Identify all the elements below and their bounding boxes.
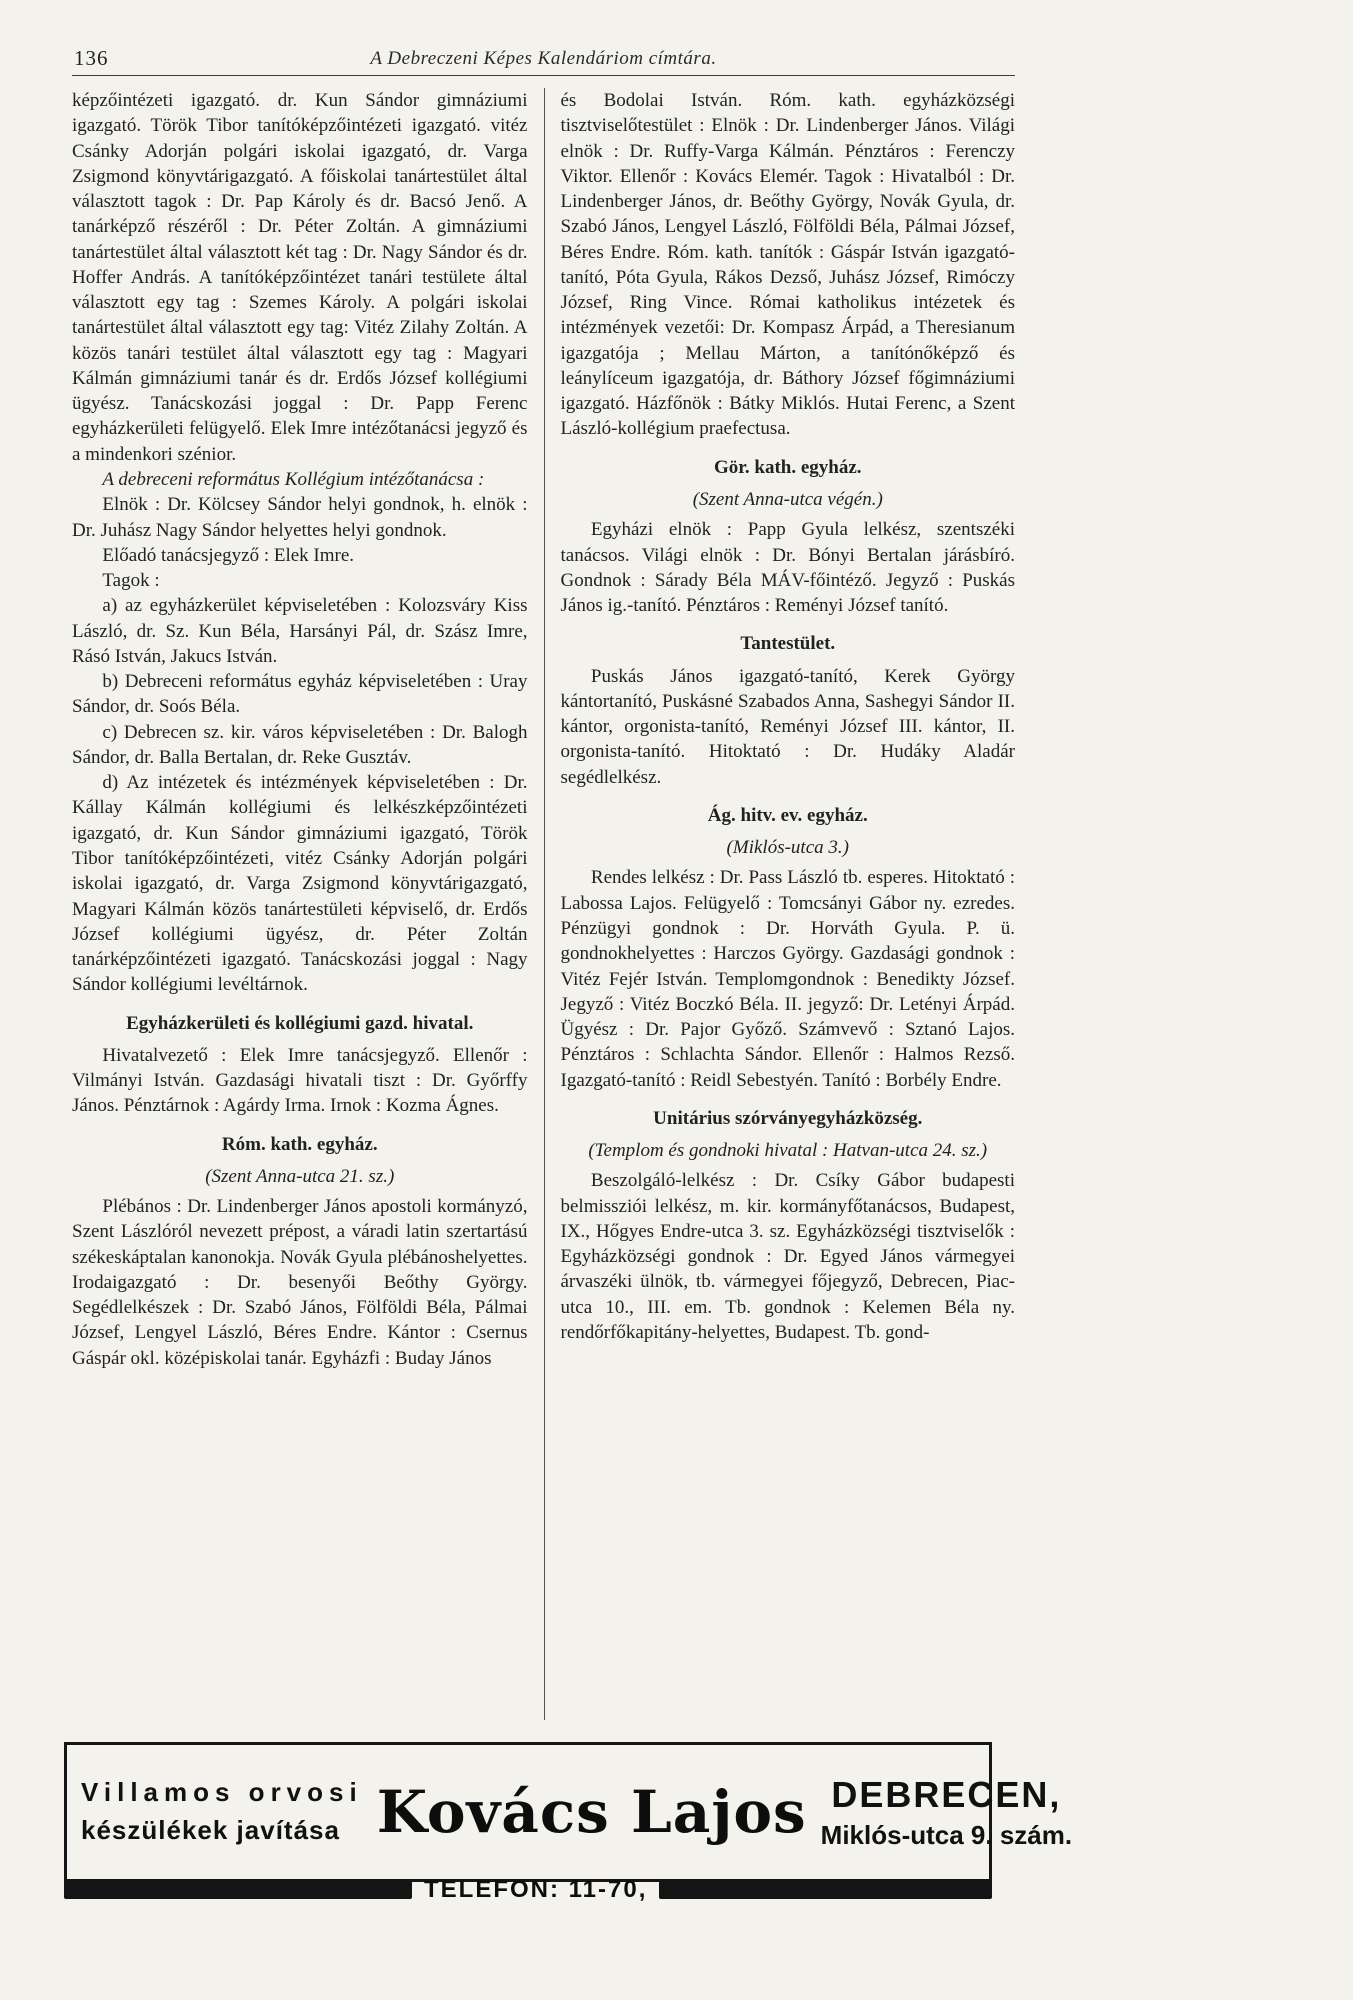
paragraph: Plébános : Dr. Lindenberger János apostoli kormányzó, Szent Lászlóról nevezett prépost, a váradi latin szertartású székeskáptalan kanonokja. Novák Gyula plébánoshelyettes. Irodaigazgató : Dr. besenyői Beőthy György. Segédlelkészek : Dr. Szabó János, Fölföldi Béla, Pálmai József, Lengyel László, Béres Endre. Kántor : Csernus Gáspár okl. középiskolai tanár. Egyházfi : Buday János: [72, 1196, 528, 1369]
paragraph: Tagok :: [102, 570, 160, 592]
section-subtitle: (Templom és gondnoki hivatal : Hatvan-utca 24. sz.): [588, 1140, 988, 1162]
paragraph: Puskás János igazgató-tanító, Kerek György kántortanító, Puskásné Szabados Anna, Sashegyi Sándor II. kántor, orgonista-tanító, Reményi József III. kántor, II. orgonista-tanító. Hitoktató : Dr. Hudáky Aladár segédlelkész.: [560, 665, 1015, 788]
ad-service-text: [81, 1774, 363, 1849]
paragraph: b) Debreceni református egyház képviseletében : Uray Sándor, dr. Soós Béla.: [72, 671, 528, 718]
running-title: A Debreczeni Képes Kalendáriom címtára.: [370, 48, 717, 69]
phone-rule-left: [64, 1881, 412, 1899]
paragraph: Beszolgáló-lelkész : Dr. Csíky Gábor budapesti belmissziói lelkész, m. kir. kormányfőtanácsos, Budapest, IX., Hőgyes Endre-utca 3. sz. Egyházközségi tisztviselők : Egyházközségi gondnok : Dr. Egyed János vármegyei árvaszéki ülnök, tb. vármegyei főjegyző, Debrecen, Piac-utca 10., III. em. Tb. gondnok : Kelemen Béla ny. rendőrfőkapitány-helyettes, Budapest. Tb. gond-: [560, 1170, 1015, 1343]
ad-service-line1: Villamos orvosi: [81, 1777, 363, 1808]
page-number: 136: [74, 46, 109, 70]
paragraph: képzőintézeti igazgató. dr. Kun Sándor gimnáziumi igazgató. Török Tibor tanítóképzőintézeti igazgató. vitéz Csánky Adorján polgári iskolai igazgató, dr. Varga Zsigmond könyvtárigazgató. A főiskolai tanártestület által választott tagok : Dr. Pap Károly és dr. Bacsó Jenő. A tanárképző részéről : Dr. Péter Zoltán. A gimnáziumi tanártestület által választott két tag : Dr. Nagy Sándor és dr. Hoffer András. A tanítóképzőintézet tanári testülete által választott egy tag : Szemes Károly. A polgári iskolai tanártestület által választott egy tag: Vitéz Zilahy Zoltán. A közös tanári testület által választott egy tag : Magyari Kálmán gimnáziumi tanár és dr. Erdős József kollégiumi ügyész. Tanácskozási joggal : Dr. Papp Ferenc egyházkerületi felügyelő. Elek Imre intézőtanácsi jegyző és a mindenkori szénior.: [72, 90, 528, 465]
left-column: [72, 88, 544, 1720]
advertisement-frame: [64, 1742, 1073, 1882]
right-column: [544, 88, 1016, 1720]
section-subtitle: (Miklós-utca 3.): [726, 837, 849, 859]
advertisement: [64, 1742, 1073, 1903]
ad-service-line2: készülékek javítása: [81, 1815, 340, 1845]
paragraph: A debreceni református Kollégium intézőtanácsa :: [102, 468, 485, 490]
paragraph: Rendes lelkész : Dr. Pass László tb. esperes. Hitoktató : Labossa Lajos. Felügyelő : Tomcsányi Gábor ny. ezredes. Pénzügyi gondnok : Dr. Horváth Gyula. P. ü. gondnokhelyettes : Harczos György. Gazdasági gondnok : Vitéz Fejér István. Templomgondnok : Benedikty József. Jegyző : Vitéz Boczkó Béla. II. jegyző: Dr. Letényi Árpád. Ügyész : Dr. Pajor Győző. Számvevő : Sztanó Lajos. Pénztáros : Schlachta Sándor. Ellenőr : Halmos Rezső. Igazgató-tanító : Reidl Sebestyén. Tanító : Borbély Endre.: [560, 867, 1015, 1091]
section-heading: Róm. kath. egyház.: [221, 1133, 378, 1155]
ad-phone-strip: [64, 1878, 992, 1902]
section-heading: Gör. kath. egyház.: [713, 456, 862, 478]
paragraph: Elnök : Dr. Kölcsey Sándor helyi gondnok, h. elnök : Dr. Juhász Nagy Sándor helyettes helyi gondnok.: [72, 494, 528, 541]
section-heading: Ág. hitv. ev. egyház.: [707, 804, 868, 826]
paragraph: Hivatalvezető : Elek Imre tanácsjegyző. Ellenőr : Vilmányi István. Gazdasági hivatali tiszt : Dr. Győrffy János. Pénztárnok : Agárdy Irma. Irnok : Kozma Ágnes.: [72, 1044, 528, 1117]
ad-address-block: [821, 1774, 1072, 1851]
paragraph: d) Az intézetek és intézmények képviseletében : Dr. Kállay Kálmán kollégiumi és lelkészképzőintézeti igazgató, dr. Kun Sándor gimnáziumi igazgató, Török Tibor tanítóképzőintézeti, vitéz Csánky Adorján polgári iskolai igazgató, dr. Varga Zsigmond könyvtárigazgató, Magyari Kálmán közös tanártestületi képviselő, dr. Erdős József kollégiumi ügyész, dr. Péter Zoltán tanárképzőintézeti igazgató. Tanácskozási joggal : Nagy Sándor kollégiumi levéltárnok.: [72, 772, 528, 996]
section-subtitle: (Szent Anna-utca 21. sz.): [205, 1165, 395, 1187]
phone-rule-right: [659, 1881, 992, 1899]
paragraph: a) az egyházkerület képviseletében : Kolozsváry Kiss László, dr. Sz. Kun Béla, Harsányi Pál, dr. Szász Imre, Rásó István, Jakucs István.: [72, 595, 528, 667]
page-header: [72, 40, 1015, 76]
section-heading: Egyházkerületi és kollégiumi gazd. hivatal.: [126, 1012, 474, 1034]
section-heading: Tantestület.: [740, 633, 836, 655]
paragraph: Előadó tanácsjegyző : Elek Imre.: [102, 544, 355, 566]
ad-phone-number: TELEFON: 11-70,: [424, 1876, 648, 1903]
paragraph: Egyházi elnök : Papp Gyula lelkész, szentszéki tanácsos. Világi elnök : Dr. Bónyi Bertalan járásbíró. Gondnok : Sárady Béla MÁV-főintéző. Jegyző : Puskás János ig.-tanító. Pénztáros : Reményi József tanító.: [560, 519, 1015, 617]
section-heading: Unitárius szórványegyházközség.: [653, 1107, 923, 1129]
ad-city: DEBRECEN,: [831, 1773, 1062, 1815]
section-subtitle: (Szent Anna-utca végén.): [692, 488, 883, 510]
ad-business-name: Kovács Lajos: [376, 1778, 807, 1846]
ad-street-address: Miklós-utca 9. szám.: [820, 1819, 1073, 1850]
text-columns: [72, 88, 1015, 1720]
paragraph: és Bodolai István. Róm. kath. egyházközségi tisztviselőtestület : Elnök : Dr. Lindenberger János. Világi elnök : Dr. Ruffy-Varga Kálmán. Pénztáros : Ferenczy Viktor. Ellenőr : Kovács Elemér. Tagok : Hivatalból : Dr. Lindenberger János, dr. Beőthy György, Novák Gyula, dr. Szabó János, Lengyel László, Fölföldi Béla, Pálmai József, Béres Endre. Róm. kath. tanítók : Gáspár István igazgató-tanító, Póta Gyula, Rákos Dezső, Juhász József, Rimóczy József, Ring Vince. Római katholikus intézetek és intézmények vezetői: Dr. Kompasz Árpád, a Theresianum igazgatója ; Mellau Márton, a tanítónőképző és leánylíceum igazgatója, dr. Báthory József főgimnáziumi igazgató. Házfőnök : Bátky Miklós. Hutai Ferenc, a Szent László-kollégium praefectusa.: [560, 90, 1015, 440]
paragraph: c) Debrecen sz. kir. város képviseletében : Dr. Balogh Sándor, dr. Balla Bertalan, dr. Reke Gusztáv.: [72, 721, 528, 768]
